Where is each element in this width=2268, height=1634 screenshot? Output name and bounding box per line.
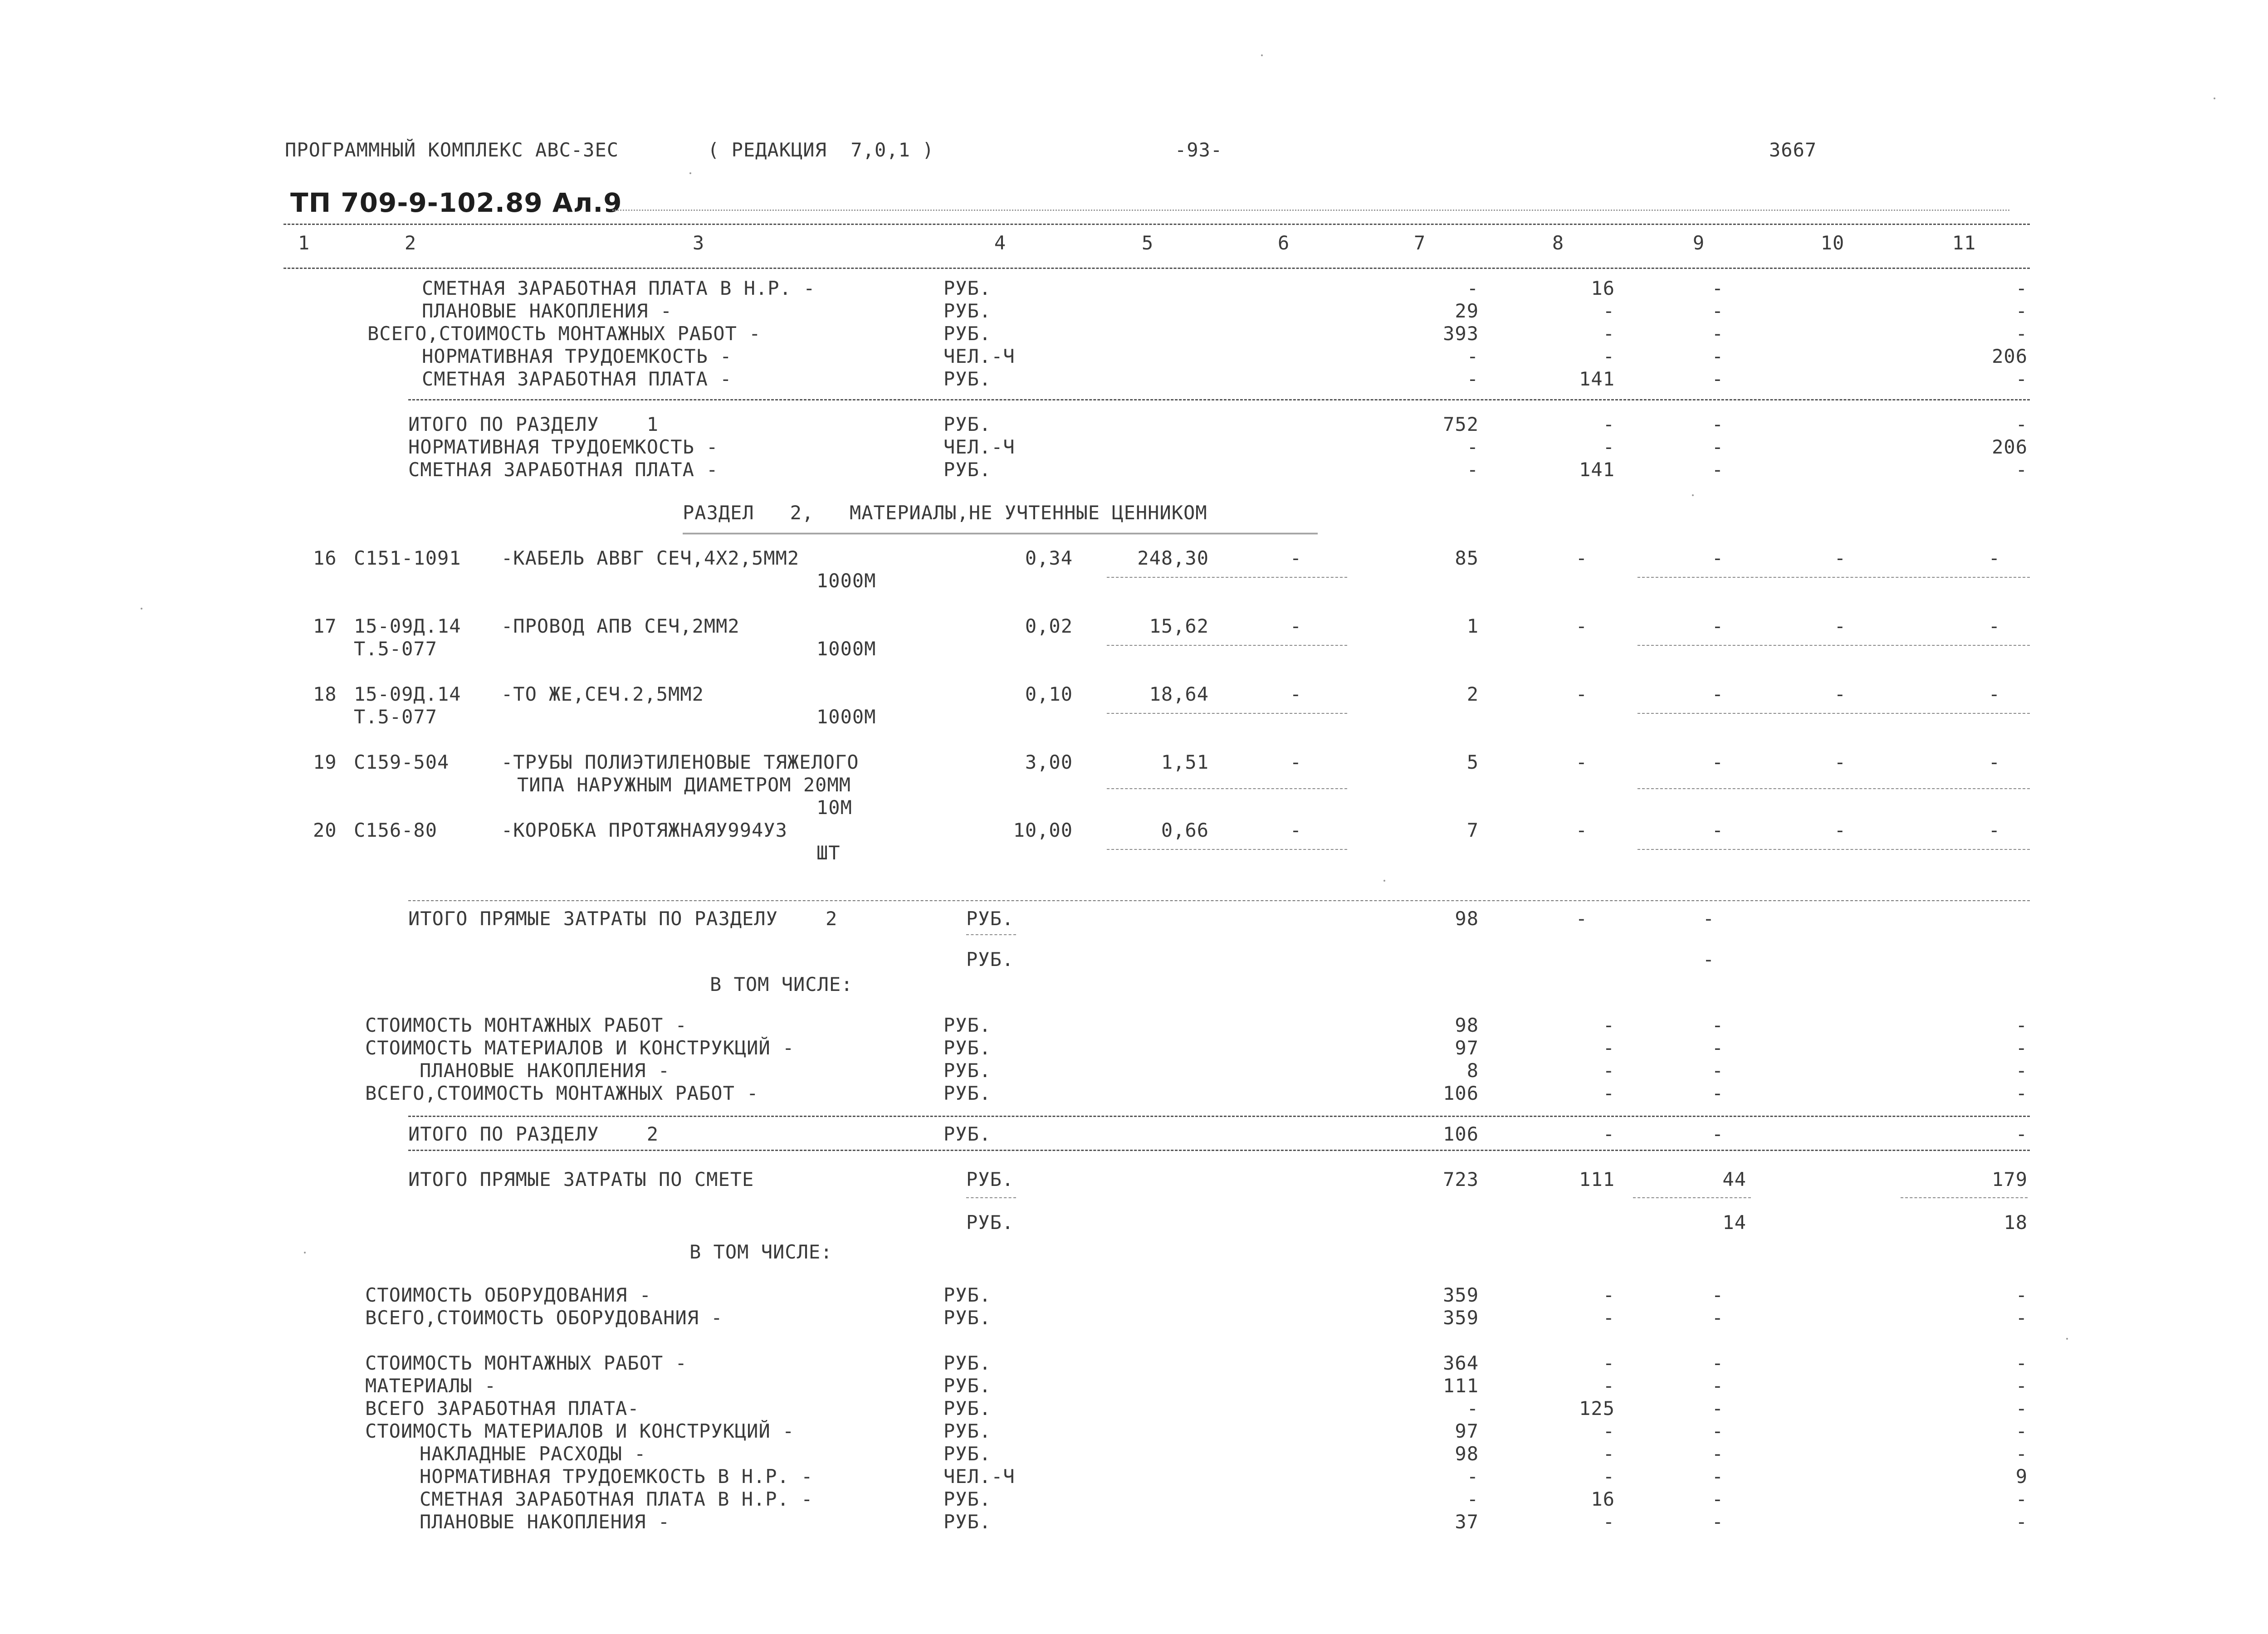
item-price-subrule: [1107, 788, 1347, 789]
item-quantity: 0,34: [1025, 547, 1073, 569]
section1-total-row-unit: РУБ.: [943, 458, 992, 481]
block2-row-c7: 97: [1455, 1037, 1479, 1059]
header-rule-top: [284, 224, 2030, 225]
item-price-subrule: [1107, 713, 1347, 714]
item-col11: -: [1988, 751, 2000, 773]
scan-speck: [1692, 494, 1694, 496]
block3-row-label: ВСЕГО,СТОИМОСТЬ ОБОРУДОВАНИЯ -: [365, 1307, 723, 1329]
block3-row-c9: -: [1711, 1307, 1724, 1329]
block4-row-c11: -: [2015, 1511, 2028, 1533]
section2-total-c11: -: [2015, 1123, 2028, 1145]
item-price: 248,30: [1137, 547, 1209, 569]
block4-row-c9: -: [1711, 1397, 1724, 1419]
scan-speck: [2066, 1338, 2068, 1340]
block4-row-c9: -: [1711, 1443, 1724, 1465]
block1-row-label: ПЛАНОВЫЕ НАКОПЛЕНИЯ -: [422, 300, 673, 322]
item-col8: -: [1575, 683, 1588, 705]
block3-row-c11: -: [2015, 1307, 2028, 1329]
block4-row-unit: ЧЕЛ.-Ч: [943, 1465, 1015, 1488]
section2-total-rule-top: [408, 1116, 2030, 1117]
item-col8: -: [1575, 819, 1588, 841]
block2-row-c9: -: [1711, 1059, 1724, 1082]
item-code: С159-504: [354, 751, 450, 773]
column-number-8: 8: [1552, 232, 1564, 254]
block4-row-c7: -: [1466, 1465, 1479, 1488]
block4-row-c11: -: [2015, 1375, 2028, 1397]
item-col10: -: [1834, 547, 1846, 569]
estimate-direct-c11-2: 18: [2004, 1211, 2028, 1234]
block4-row-c11: 9: [2015, 1465, 2028, 1488]
direct-costs-section-unit-2: РУБ.: [966, 948, 1014, 971]
item-cost-subrule: [1637, 788, 2030, 789]
block4-row-c8: 16: [1591, 1488, 1615, 1510]
including-label: В ТОМ ЧИСЛЕ:: [710, 973, 853, 995]
block4-row-label: НОРМАТИВНАЯ ТРУДОЕМКОСТЬ В Н.Р. -: [420, 1465, 813, 1488]
c11-subrule: [1901, 1197, 2028, 1198]
block2-row-c11: -: [2015, 1037, 2028, 1059]
item-price-subrule: [1107, 849, 1347, 850]
block1-row-c7: 393: [1443, 322, 1479, 345]
block4-row-unit: РУБ.: [943, 1420, 992, 1442]
block2-row-c11: -: [2015, 1059, 2028, 1082]
block3-row-unit: РУБ.: [943, 1307, 992, 1329]
item-unit: 1000М: [816, 638, 876, 660]
item-code: 15-09Д.14: [354, 615, 461, 637]
handwritten-doc-code: ТП 709-9-102.89 Ал.9: [290, 187, 622, 218]
block1-row-c11: 206: [1992, 345, 2028, 367]
scan-speck: [1261, 54, 1263, 56]
item-number: 17: [313, 615, 337, 637]
block4-row-c9: -: [1711, 1488, 1724, 1510]
item-col10: -: [1834, 615, 1846, 637]
item-col6: -: [1290, 547, 1302, 569]
block4-row-unit: РУБ.: [943, 1397, 992, 1419]
block2-row-unit: РУБ.: [943, 1059, 992, 1082]
item-cost-subrule: [1637, 849, 2030, 850]
block4-row-c7: 364: [1443, 1352, 1479, 1374]
section1-total-row-c8: -: [1603, 413, 1615, 435]
block4-row-unit: РУБ.: [943, 1488, 992, 1510]
block1-row-c11: -: [2015, 322, 2028, 345]
block4-row-c8: -: [1603, 1511, 1615, 1533]
block4-row-label: НАКЛАДНЫЕ РАСХОДЫ -: [420, 1443, 646, 1465]
block4-row-c9: -: [1711, 1420, 1724, 1442]
column-number-1: 1: [298, 232, 310, 254]
item-col8: -: [1575, 615, 1588, 637]
block3-row-c11: -: [2015, 1284, 2028, 1306]
section1-total-row-c8: -: [1603, 436, 1615, 458]
block4-row-c9: -: [1711, 1465, 1724, 1488]
block4-row-label: ПЛАНОВЫЕ НАКОПЛЕНИЯ -: [420, 1511, 670, 1533]
item-name-continued: ТИПА НАРУЖНЫМ ДИАМЕТРОМ 20ММ: [517, 774, 851, 796]
item-quantity: 0,10: [1025, 683, 1073, 705]
item-name: -ТО ЖЕ,СЕЧ.2,5ММ2: [501, 683, 704, 705]
block1-row-unit: РУБ.: [943, 322, 992, 345]
block2-row-label: СТОИМОСТЬ МОНТАЖНЫХ РАБОТ -: [365, 1014, 687, 1036]
estimate-direct-unit: РУБ.: [966, 1168, 1014, 1190]
section2-total-c9: -: [1711, 1123, 1724, 1145]
section2-total-label: ИТОГО ПО РАЗДЕЛУ 2: [408, 1123, 659, 1145]
item-col9: -: [1711, 751, 1724, 773]
item-total: 7: [1466, 819, 1479, 841]
block1-row-label: СМЕТНАЯ ЗАРАБОТНАЯ ПЛАТА В Н.Р. -: [422, 277, 816, 299]
item-col11: -: [1988, 615, 2000, 637]
section1-total-row-c9: -: [1711, 413, 1724, 435]
estimate-direct-label: ИТОГО ПРЯМЫЕ ЗАТРАТЫ ПО СМЕТЕ: [408, 1168, 754, 1190]
item-code: С156-80: [354, 819, 438, 841]
block1-row-c7: -: [1466, 345, 1479, 367]
edition-label: ( РЕДАКЦИЯ 7,0,1 ): [708, 139, 934, 161]
direct-costs-section-unit: РУБ.: [966, 907, 1014, 930]
block2-row-c11: -: [2015, 1082, 2028, 1104]
item-code: С151-1091: [354, 547, 461, 569]
block2-row-unit: РУБ.: [943, 1014, 992, 1036]
block2-row-c7: 106: [1443, 1082, 1479, 1104]
block3-row-c7: 359: [1443, 1284, 1479, 1306]
block2-row-label: ВСЕГО,СТОИМОСТЬ МОНТАЖНЫХ РАБОТ -: [365, 1082, 759, 1104]
block4-row-label: СМЕТНАЯ ЗАРАБОТНАЯ ПЛАТА В Н.Р. -: [420, 1488, 813, 1510]
block2-row-label: СТОИМОСТЬ МАТЕРИАЛОВ И КОНСТРУКЦИЙ -: [365, 1037, 795, 1059]
column-number-4: 4: [994, 232, 1007, 254]
item-col8: -: [1575, 751, 1588, 773]
items-end-rule: [408, 900, 2030, 901]
item-price: 0,66: [1161, 819, 1209, 841]
block1-row-c11: -: [2015, 300, 2028, 322]
header-rule-bottom: [284, 268, 2030, 269]
block2-row-c7: 98: [1455, 1014, 1479, 1036]
estimate-direct-c8: 111: [1579, 1168, 1615, 1190]
item-unit: 1000М: [816, 570, 876, 592]
item-unit: 10М: [816, 796, 852, 819]
section1-total-row-c9: -: [1711, 436, 1724, 458]
item-col10: -: [1834, 751, 1846, 773]
item-total: 85: [1455, 547, 1479, 569]
block1-row-unit: РУБ.: [943, 300, 992, 322]
block4-row-c8: 125: [1579, 1397, 1615, 1419]
section1-total-row-c7: -: [1466, 436, 1479, 458]
block1-row-c7: -: [1466, 368, 1479, 390]
block4-row-c8: -: [1603, 1443, 1615, 1465]
block1-row-c9: -: [1711, 300, 1724, 322]
item-total: 2: [1466, 683, 1479, 705]
item-col6: -: [1290, 751, 1302, 773]
section1-total-row-label: СМЕТНАЯ ЗАРАБОТНАЯ ПЛАТА -: [408, 458, 719, 481]
scan-speck: [1383, 880, 1385, 882]
section1-total-row-c7: -: [1466, 458, 1479, 481]
item-col6: -: [1290, 683, 1302, 705]
block1-row-unit: РУБ.: [943, 277, 992, 299]
page-number: -93-: [1175, 139, 1223, 161]
item-price: 1,51: [1161, 751, 1209, 773]
column-number-3: 3: [692, 232, 705, 254]
block4-row-c7: -: [1466, 1488, 1479, 1510]
block3-row-c7: 359: [1443, 1307, 1479, 1329]
block1-row-c7: -: [1466, 277, 1479, 299]
item-col9: -: [1711, 683, 1724, 705]
section1-total-row-label: НОРМАТИВНАЯ ТРУДОЕМКОСТЬ -: [408, 436, 719, 458]
section1-total-row-c11: 206: [1992, 436, 2028, 458]
block2-row-c9: -: [1711, 1037, 1724, 1059]
block4-row-c11: -: [2015, 1397, 2028, 1419]
block4-row-label: МАТЕРИАЛЫ -: [365, 1375, 497, 1397]
item-cost-subrule: [1637, 577, 2030, 578]
column-number-10: 10: [1820, 232, 1845, 254]
block1-row-c8: -: [1603, 300, 1615, 322]
item-unit: 1000М: [816, 706, 876, 728]
scan-speck: [2214, 98, 2215, 99]
direct-costs-section-c8: -: [1575, 907, 1588, 930]
block1-row-c7: 29: [1455, 300, 1479, 322]
item-code-secondary: Т.5-077: [354, 706, 438, 728]
item-name: -КАБЕЛЬ АВВГ СЕЧ,4Х2,5ММ2: [501, 547, 800, 569]
section2-title: РАЗДЕЛ 2, МАТЕРИАЛЫ,НЕ УЧТЕННЫЕ ЦЕННИКОМ: [683, 502, 1207, 524]
block3-row-label: СТОИМОСТЬ ОБОРУДОВАНИЯ -: [365, 1284, 651, 1306]
item-col11: -: [1988, 819, 2000, 841]
estimate-direct-c7: 723: [1443, 1168, 1479, 1190]
section2-total-c8: -: [1603, 1123, 1615, 1145]
block4-row-c9: -: [1711, 1352, 1724, 1374]
block1-row-c9: -: [1711, 368, 1724, 390]
block4-row-c11: -: [2015, 1420, 2028, 1442]
section2-total-c7: 106: [1443, 1123, 1479, 1145]
block4-row-unit: РУБ.: [943, 1352, 992, 1374]
block3-row-c9: -: [1711, 1284, 1724, 1306]
item-quantity: 3,00: [1025, 751, 1073, 773]
item-total: 1: [1466, 615, 1479, 637]
section1-total-row-c9: -: [1711, 458, 1724, 481]
item-col6: -: [1290, 819, 1302, 841]
item-col11: -: [1988, 547, 2000, 569]
block4-row-c7: 37: [1455, 1511, 1479, 1533]
block1-row-c9: -: [1711, 345, 1724, 367]
item-total: 5: [1466, 751, 1479, 773]
block1-row-c8: 141: [1579, 368, 1615, 390]
item-price: 18,64: [1149, 683, 1209, 705]
block4-row-c11: -: [2015, 1488, 2028, 1510]
column-number-7: 7: [1413, 232, 1426, 254]
block2-row-c7: 8: [1466, 1059, 1479, 1082]
item-number: 20: [313, 819, 337, 841]
block1-row-c11: -: [2015, 368, 2028, 390]
item-name: -ТРУБЫ ПОЛИЭТИЛЕНОВЫЕ ТЯЖЕЛОГО: [501, 751, 859, 773]
block3-row-unit: РУБ.: [943, 1284, 992, 1306]
block4-row-c7: -: [1466, 1397, 1479, 1419]
item-unit: ШТ: [816, 842, 841, 864]
column-number-11: 11: [1952, 232, 1976, 254]
section1-total-row-label: ИТОГО ПО РАЗДЕЛУ 1: [408, 413, 659, 435]
section1-rule: [408, 399, 2030, 400]
item-col9: -: [1711, 547, 1724, 569]
item-number: 19: [313, 751, 337, 773]
block1-row-c9: -: [1711, 277, 1724, 299]
block4-row-c7: 97: [1455, 1420, 1479, 1442]
block2-row-c8: -: [1603, 1082, 1615, 1104]
item-col9: -: [1711, 615, 1724, 637]
block3-row-c8: -: [1603, 1307, 1615, 1329]
block4-row-unit: РУБ.: [943, 1511, 992, 1533]
block4-row-c8: -: [1603, 1420, 1615, 1442]
scan-speck: [141, 608, 142, 610]
item-code-secondary: Т.5-077: [354, 638, 438, 660]
block1-row-label: СМЕТНАЯ ЗАРАБОТНАЯ ПЛАТА -: [422, 368, 732, 390]
estimate-direct-c9: 44: [1722, 1168, 1746, 1190]
section2-title-underline: [683, 533, 1318, 534]
column-number-9: 9: [1692, 232, 1705, 254]
item-col10: -: [1834, 683, 1846, 705]
block2-row-unit: РУБ.: [943, 1037, 992, 1059]
section1-total-row-unit: ЧЕЛ.-Ч: [943, 436, 1015, 458]
column-number-5: 5: [1141, 232, 1154, 254]
item-price-subrule: [1107, 577, 1347, 578]
block2-row-unit: РУБ.: [943, 1082, 992, 1104]
block1-row-label: НОРМАТИВНАЯ ТРУДОЕМКОСТЬ -: [422, 345, 732, 367]
item-name: -ПРОВОД АПВ СЕЧ,2ММ2: [501, 615, 740, 637]
block1-row-c9: -: [1711, 322, 1724, 345]
block4-row-c8: -: [1603, 1352, 1615, 1374]
program-title: ПРОГРАММНЫЙ КОМПЛЕКС АВС-3ЕС: [285, 139, 619, 161]
block2-row-c8: -: [1603, 1014, 1615, 1036]
item-number: 16: [313, 547, 337, 569]
estimate-direct-c9-2: 14: [1722, 1211, 1746, 1234]
block4-row-c8: -: [1603, 1465, 1615, 1488]
document-number: 3667: [1769, 139, 1817, 161]
section1-total-row-c8: 141: [1579, 458, 1615, 481]
block4-row-c11: -: [2015, 1352, 2028, 1374]
item-col10: -: [1834, 819, 1846, 841]
direct-costs-section-c9-2: -: [1702, 948, 1715, 971]
direct-costs-section-c7: 98: [1455, 907, 1479, 930]
block4-row-c8: -: [1603, 1375, 1615, 1397]
scan-speck: [689, 172, 691, 174]
block4-row-label: СТОИМОСТЬ МОНТАЖНЫХ РАБОТ -: [365, 1352, 687, 1374]
section1-total-row-c7: 752: [1443, 413, 1479, 435]
item-col8: -: [1575, 547, 1588, 569]
item-quantity: 10,00: [1013, 819, 1073, 841]
section1-total-row-c11: -: [2015, 413, 2028, 435]
block4-row-c9: -: [1711, 1511, 1724, 1533]
scan-speck: [304, 1252, 306, 1254]
item-price-subrule: [1107, 645, 1347, 646]
item-col11: -: [1988, 683, 2000, 705]
block4-row-c11: -: [2015, 1443, 2028, 1465]
item-quantity: 0,02: [1025, 615, 1073, 637]
estimate-direct-unit-2: РУБ.: [966, 1211, 1014, 1234]
block2-row-c9: -: [1711, 1082, 1724, 1104]
block3-row-c8: -: [1603, 1284, 1615, 1306]
c9-subrule: [1633, 1197, 1751, 1198]
block1-row-c8: -: [1603, 322, 1615, 345]
section2-total-rule-bottom: [408, 1150, 2030, 1151]
direct-costs-section-label: ИТОГО ПРЯМЫЕ ЗАТРАТЫ ПО РАЗДЕЛУ 2: [408, 907, 838, 930]
item-col6: -: [1290, 615, 1302, 637]
item-cost-subrule: [1637, 645, 2030, 646]
block4-row-unit: РУБ.: [943, 1375, 992, 1397]
including-label-2: В ТОМ ЧИСЛЕ:: [689, 1241, 833, 1263]
section1-total-row-c11: -: [2015, 458, 2028, 481]
item-col9: -: [1711, 819, 1724, 841]
block4-row-label: ВСЕГО ЗАРАБОТНАЯ ПЛАТА-: [365, 1397, 640, 1419]
block2-row-c8: -: [1603, 1037, 1615, 1059]
direct-costs-section-c9: -: [1702, 907, 1715, 930]
item-price: 15,62: [1149, 615, 1209, 637]
block4-row-c7: 98: [1455, 1443, 1479, 1465]
item-code: 15-09Д.14: [354, 683, 461, 705]
unit-subrule: [966, 1197, 1016, 1198]
block1-row-c11: -: [2015, 277, 2028, 299]
block4-row-label: СТОИМОСТЬ МАТЕРИАЛОВ И КОНСТРУКЦИЙ -: [365, 1420, 795, 1442]
block2-row-c9: -: [1711, 1014, 1724, 1036]
block1-row-unit: ЧЕЛ.-Ч: [943, 345, 1015, 367]
block4-row-unit: РУБ.: [943, 1443, 992, 1465]
estimate-direct-c11: 179: [1992, 1168, 2028, 1190]
block1-row-c8: -: [1603, 345, 1615, 367]
item-number: 18: [313, 683, 337, 705]
unit-subrule: [966, 934, 1016, 935]
block2-row-c8: -: [1603, 1059, 1615, 1082]
block2-row-label: ПЛАНОВЫЕ НАКОПЛЕНИЯ -: [420, 1059, 670, 1082]
column-number-6: 6: [1277, 232, 1290, 254]
block4-row-c9: -: [1711, 1375, 1724, 1397]
block2-row-c11: -: [2015, 1014, 2028, 1036]
column-number-2: 2: [404, 232, 417, 254]
block1-row-label: ВСЕГО,СТОИМОСТЬ МОНТАЖНЫХ РАБОТ -: [367, 322, 761, 345]
section1-total-row-unit: РУБ.: [943, 413, 992, 435]
block1-row-unit: РУБ.: [943, 368, 992, 390]
block1-row-c8: 16: [1591, 277, 1615, 299]
item-cost-subrule: [1637, 713, 2030, 714]
section2-total-unit: РУБ.: [943, 1123, 992, 1145]
block4-row-c7: 111: [1443, 1375, 1479, 1397]
item-name: -КОРОБКА ПРОТЯЖНАЯУ994У3: [501, 819, 787, 841]
